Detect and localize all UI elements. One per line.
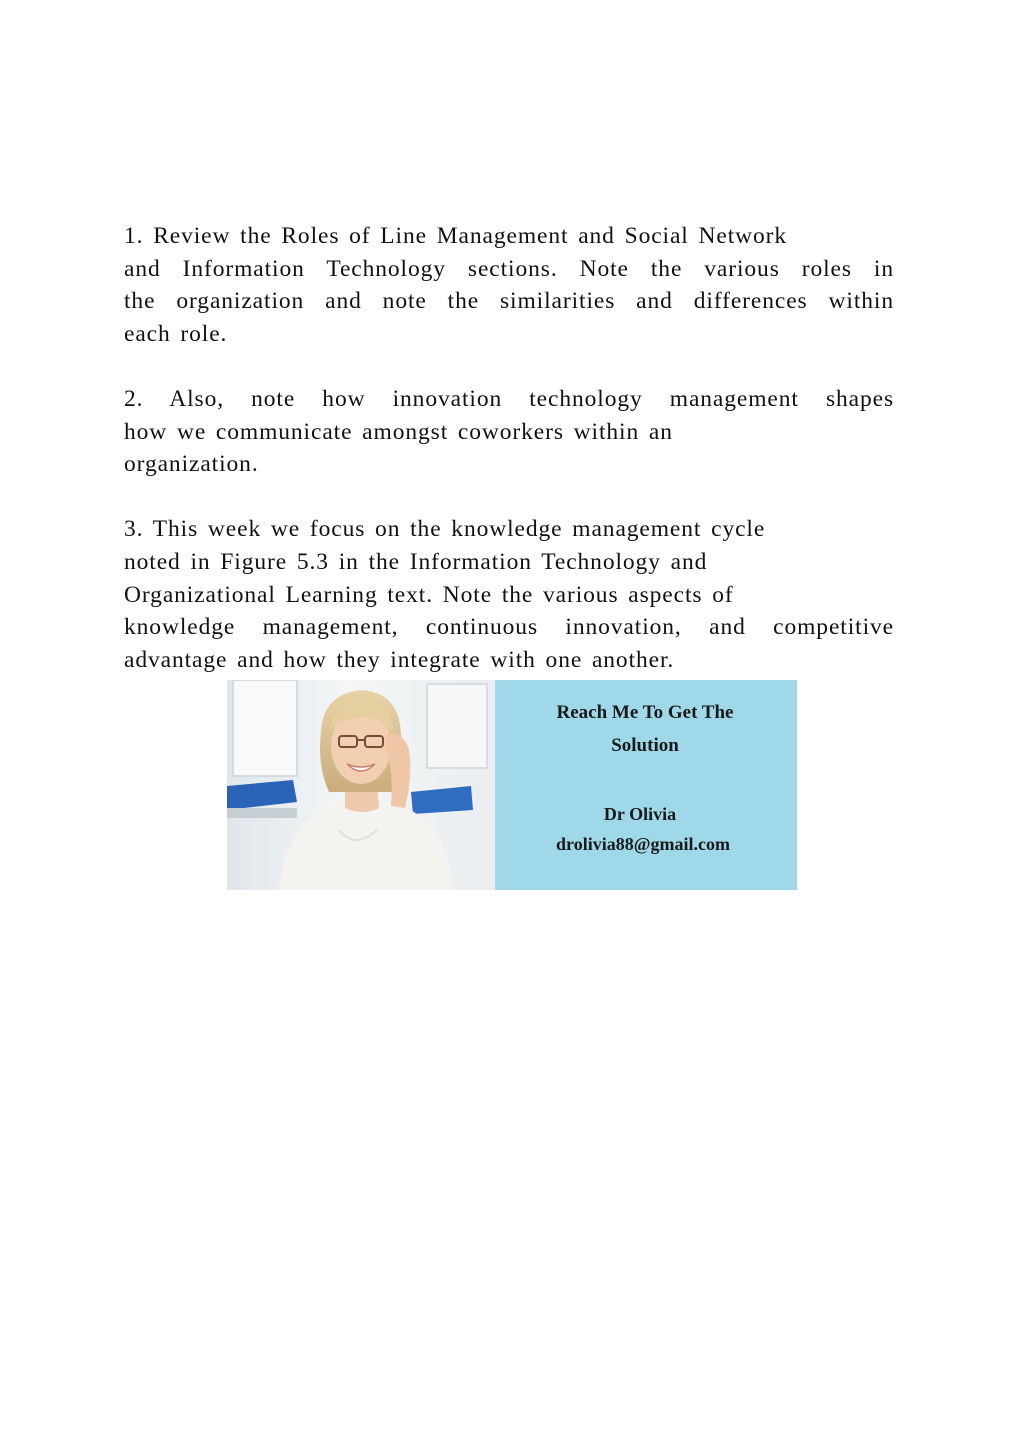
paragraph-3-line-2: noted in Figure 5.3 in the Information Technology and <box>124 548 708 575</box>
paragraph-1-line-3: the organization and note the similarities and differences within <box>124 288 894 315</box>
promo-headline <box>495 696 795 762</box>
paragraph-3-line-5: advantage and how they integrate with one another. <box>124 646 675 673</box>
contact-banner <box>227 680 797 890</box>
paragraph-3 <box>124 513 894 676</box>
assignment-text <box>124 220 894 676</box>
paragraph-1-line-1: 1. Review the Roles of Line Management and Social Network <box>124 223 788 249</box>
paragraph-2-line-3: organization. <box>124 451 259 478</box>
contact-panel <box>495 680 797 890</box>
paragraph-1 <box>124 220 894 350</box>
paragraph-3-line-4: knowledge management, continuous innovation, and competitive <box>124 614 894 641</box>
promo-headline-line-1: Reach Me To Get The <box>556 702 734 723</box>
contact-name: Dr Olivia <box>603 804 677 824</box>
contact-email: drolivia88@gmail.com <box>556 834 730 854</box>
paragraph-2-line-1: 2. Also, note how innovation technology management shapes <box>124 385 894 412</box>
paragraph-2 <box>124 383 894 481</box>
paragraph-1-line-2: and Information Technology sections. Note the various roles in <box>124 255 894 282</box>
paragraph-2-line-2: how we communicate amongst coworkers within an <box>124 418 673 445</box>
woman-photo <box>227 680 495 890</box>
promo-headline-line-2: Solution <box>611 735 679 756</box>
paragraph-1-line-4: each role. <box>124 320 228 347</box>
paragraph-3-line-1: 3. This week we focus on the knowledge management cycle <box>124 516 766 543</box>
paragraph-3-line-3: Organizational Learning text. Note the various aspects of <box>124 581 734 608</box>
